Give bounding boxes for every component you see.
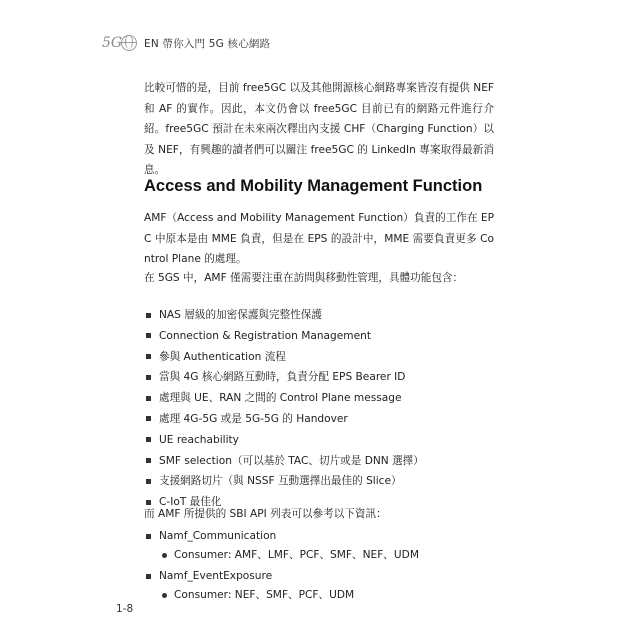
round-bullet-icon (162, 553, 167, 558)
sbi-api-item (144, 567, 419, 607)
square-bullet-icon (146, 574, 151, 579)
sbi-api-name: Namf_Communication (159, 530, 277, 542)
book-title: EN 帶你入門 5G 核心網路 (144, 37, 271, 50)
intro-paragraph: 比較可惜的是，目前 free5GC 以及其他開源核心網路專案皆沒有提供 NEF 和 AF 的實作。因此，本文仍會以 free5GC 目前已有的網路元件進行介紹。free5GC 預計在未來兩次釋出內支援 CHF（Charging Function）以及 NEF，有興趣的讀者們可以關注 free5GC 的 LinkedIn 專案取得最新消息。 (144, 82, 494, 176)
square-bullet-icon (146, 479, 151, 484)
sbi-api-item (144, 527, 419, 567)
page-number: 1-8 (116, 603, 134, 615)
sbi-api-list (144, 527, 419, 607)
square-bullet-icon (146, 375, 151, 380)
list-item: Connection & Registration Management (144, 326, 424, 347)
square-bullet-icon (146, 416, 151, 421)
square-bullet-icon (146, 534, 151, 539)
round-bullet-icon (162, 593, 167, 598)
list-item: C-IoT 最佳化 (144, 492, 424, 513)
list-item: NAS 層級的加密保護與完整性保護 (144, 305, 424, 326)
square-bullet-icon (146, 458, 151, 463)
square-bullet-icon (146, 396, 151, 401)
list-item: SMF selection（可以基於 TAC、切片或是 DNN 選擇） (144, 451, 424, 472)
sbi-intro: 而 AMF 所提供的 SBI API 列表可以參考以下資訊： (144, 508, 387, 520)
sbi-api-name: Namf_EventExposure (159, 570, 273, 582)
globe-icon (121, 35, 137, 51)
list-item: 當與 4G 核心網路互動時，負責分配 EPS Bearer ID (144, 367, 424, 388)
square-bullet-icon (146, 354, 151, 359)
list-item: 參與 Authentication 流程 (144, 347, 424, 368)
logo-text: 5G (102, 35, 123, 51)
running-header (102, 32, 270, 54)
section-heading: Access and Mobility Management Function (144, 177, 483, 195)
list-item: 支援網路切片（與 NSSF 互動選擇出最佳的 Slice） (144, 471, 424, 492)
amf-functions-list (144, 305, 424, 513)
book-logo (102, 32, 142, 54)
functions-intro: 在 5GS 中，AMF 僅需要注重在訪問與移動性管理，具體功能包含： (144, 272, 464, 284)
square-bullet-icon (146, 333, 151, 338)
sbi-api-consumers: Consumer: AMF、LMF、PCF、SMF、NEF、UDM (174, 549, 419, 561)
square-bullet-icon (146, 313, 151, 318)
list-item: UE reachability (144, 430, 424, 451)
list-item: 處理與 UE、RAN 之間的 Control Plane message (144, 388, 424, 409)
list-item: 處理 4G-5G 或是 5G-5G 的 Handover (144, 409, 424, 430)
sbi-api-consumers: Consumer: NEF、SMF、PCF、UDM (174, 589, 355, 601)
amf-paragraph: AMF（Access and Mobility Management Function）負責的工作在 EPC 中原本是由 MME 負責，但是在 EPS 的設計中，MME 需要負責更多 Control Plane 的處理。 (144, 212, 494, 265)
square-bullet-icon (146, 437, 151, 442)
